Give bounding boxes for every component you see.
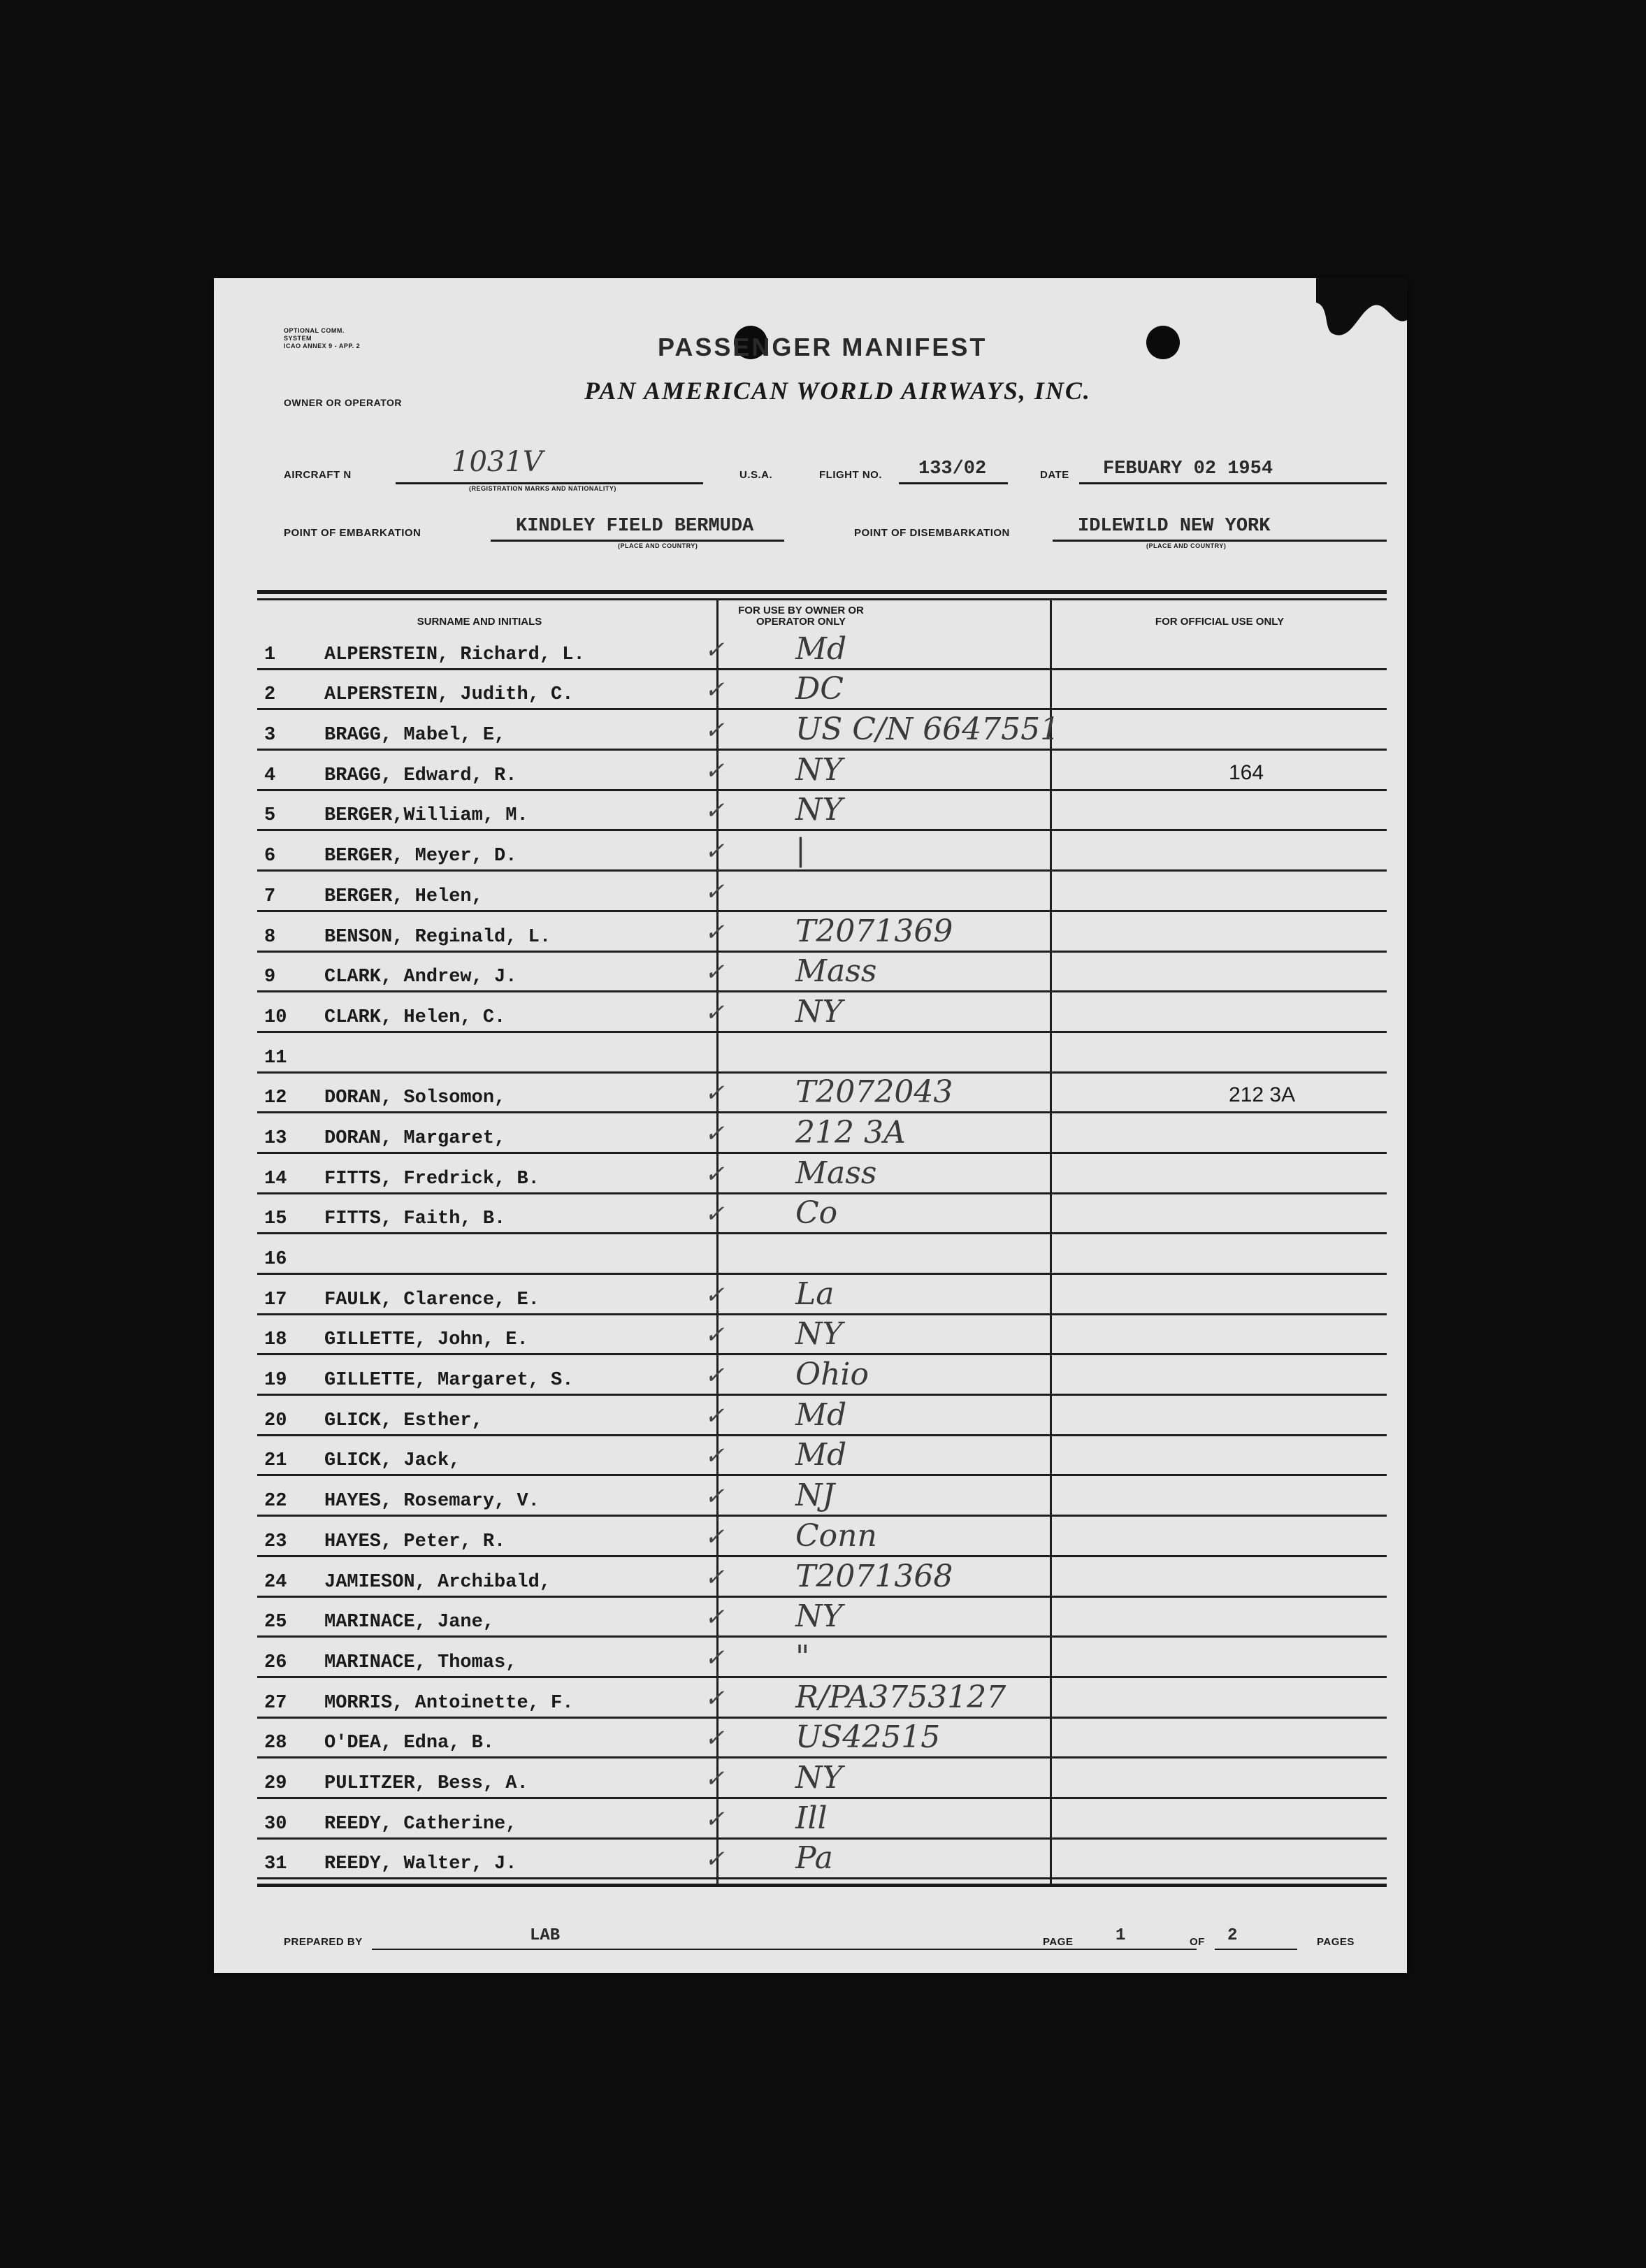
passenger-name: CLARK, Helen, C. bbox=[324, 1006, 506, 1028]
table-row bbox=[257, 1719, 1387, 1759]
check-mark-icon: ✓ bbox=[705, 1079, 725, 1108]
check-mark-icon: ✓ bbox=[705, 1119, 725, 1148]
owner-note: Ill bbox=[795, 1800, 828, 1836]
table-row bbox=[257, 1074, 1387, 1114]
row-number: 9 bbox=[264, 967, 276, 988]
passenger-name: GLICK, Jack, bbox=[324, 1450, 461, 1472]
passenger-table bbox=[257, 630, 1387, 1879]
check-mark-icon: ✓ bbox=[705, 1563, 725, 1591]
owner-note: NY bbox=[795, 1316, 843, 1352]
row-number: 12 bbox=[264, 1088, 287, 1109]
row-number: 2 bbox=[264, 684, 276, 706]
row-number: 26 bbox=[264, 1652, 287, 1673]
check-mark-icon: ✓ bbox=[705, 1522, 725, 1551]
page-title: PASSENGER MANIFEST bbox=[658, 333, 988, 361]
check-mark-icon: ✓ bbox=[705, 1321, 725, 1350]
flight-value: 133/02 bbox=[918, 458, 987, 479]
disembark-sub: (PLACE AND COUNTRY) bbox=[1146, 542, 1227, 549]
check-mark-icon: ✓ bbox=[705, 1603, 725, 1632]
owner-note: T2072043 bbox=[795, 1074, 953, 1111]
passenger-name: BENSON, Reginald, L. bbox=[324, 926, 551, 948]
row-number: 28 bbox=[264, 1733, 287, 1754]
owner-note: | bbox=[795, 832, 806, 869]
row-number: 11 bbox=[264, 1047, 287, 1069]
owner-note: NY bbox=[795, 1759, 843, 1796]
owner-note: La bbox=[795, 1276, 835, 1312]
table-row bbox=[257, 791, 1387, 832]
passenger-name: REEDY, Walter, J. bbox=[324, 1854, 517, 1875]
check-mark-icon: ✓ bbox=[705, 756, 725, 785]
page-value: 1 bbox=[1116, 1926, 1126, 1945]
table-row bbox=[257, 992, 1387, 1033]
owner-note: 212 3A bbox=[795, 1114, 906, 1150]
passenger-name: MARINACE, Thomas, bbox=[324, 1652, 517, 1673]
punch-hole bbox=[1146, 326, 1180, 359]
owner-note: Md bbox=[795, 1437, 847, 1473]
passenger-name: BERGER, Meyer, D. bbox=[324, 846, 517, 867]
passenger-name: ALPERSTEIN, Richard, L. bbox=[324, 644, 585, 665]
official-note: 164 bbox=[1229, 760, 1264, 784]
owner-note: T2071368 bbox=[795, 1558, 953, 1594]
table-row bbox=[257, 1799, 1387, 1840]
row-number: 7 bbox=[264, 886, 276, 907]
page-label: PAGE bbox=[1043, 1936, 1074, 1948]
table-row bbox=[257, 1557, 1387, 1598]
check-mark-icon: ✓ bbox=[705, 635, 725, 664]
passenger-name: JAMIESON, Archibald, bbox=[324, 1571, 551, 1593]
row-number: 16 bbox=[264, 1249, 287, 1270]
row-number: 1 bbox=[264, 644, 276, 665]
owner-note: US42515 bbox=[795, 1719, 941, 1756]
embark-label: POINT OF EMBARKATION bbox=[284, 527, 421, 539]
owner-note: Mass bbox=[795, 953, 877, 990]
check-mark-icon: ✓ bbox=[705, 1724, 725, 1753]
check-mark-icon: ✓ bbox=[705, 918, 725, 946]
table-row bbox=[257, 751, 1387, 791]
aircraft-label: AIRCRAFT N bbox=[284, 469, 352, 481]
owner-note: NY bbox=[795, 792, 843, 828]
prepared-value: LAB bbox=[530, 1926, 561, 1945]
check-mark-icon: ✓ bbox=[705, 1805, 725, 1833]
table-row bbox=[257, 872, 1387, 912]
owner-note: NY bbox=[795, 1598, 843, 1635]
table-row bbox=[257, 912, 1387, 953]
form-reference: OPTIONAL COMM. SYSTEM ICAO ANNEX 9 - APP. 2 bbox=[284, 327, 361, 349]
torn-corner bbox=[1267, 278, 1407, 355]
date-label: DATE bbox=[1040, 469, 1069, 481]
disembark-value: IDLEWILD NEW YORK bbox=[1078, 516, 1271, 537]
check-mark-icon: ✓ bbox=[705, 716, 725, 745]
passenger-name: FITTS, Fredrick, B. bbox=[324, 1168, 540, 1190]
embark-value: KINDLEY FIELD BERMUDA bbox=[516, 516, 754, 537]
row-number: 3 bbox=[264, 725, 276, 746]
row-number: 29 bbox=[264, 1772, 287, 1794]
check-mark-icon: ✓ bbox=[705, 1482, 725, 1511]
row-number: 23 bbox=[264, 1531, 287, 1552]
owner-note: NY bbox=[795, 993, 843, 1030]
owner-note: Md bbox=[795, 630, 847, 667]
row-number: 27 bbox=[264, 1692, 287, 1714]
table-row bbox=[257, 1033, 1387, 1074]
official-note: 212 3A bbox=[1229, 1083, 1296, 1107]
owner-note: Md bbox=[795, 1396, 847, 1433]
table-row bbox=[257, 1113, 1387, 1154]
passenger-name: HAYES, Rosemary, V. bbox=[324, 1491, 540, 1512]
aircraft-sub: (REGISTRATION MARKS AND NATIONALITY) bbox=[469, 485, 616, 492]
table-row bbox=[257, 953, 1387, 993]
table-row bbox=[257, 630, 1387, 670]
passenger-name: O'DEA, Edna, B. bbox=[324, 1733, 495, 1754]
table-row bbox=[257, 1355, 1387, 1396]
col-owner-use: FOR USE BY OWNER OR OPERATOR ONLY bbox=[738, 605, 864, 628]
owner-note: Co bbox=[795, 1195, 838, 1231]
passenger-name: GILLETTE, Margaret, S. bbox=[324, 1370, 574, 1392]
row-number: 17 bbox=[264, 1289, 287, 1310]
disembark-label: POINT OF DISEMBARKATION bbox=[854, 527, 1010, 539]
table-row bbox=[257, 1315, 1387, 1356]
passenger-name: BRAGG, Edward, R. bbox=[324, 765, 517, 786]
owner-note: Mass bbox=[795, 1155, 877, 1191]
check-mark-icon: ✓ bbox=[705, 958, 725, 987]
table-row bbox=[257, 1517, 1387, 1557]
date-value: FEBUARY 02 1954 bbox=[1103, 458, 1273, 479]
owner-note: NY bbox=[795, 751, 843, 788]
owner-note: NJ bbox=[795, 1478, 835, 1514]
check-mark-icon: ✓ bbox=[705, 1442, 725, 1471]
passenger-name: DORAN, Margaret, bbox=[324, 1127, 506, 1149]
row-number: 5 bbox=[264, 805, 276, 827]
passenger-name: CLARK, Andrew, J. bbox=[324, 967, 517, 988]
owner-note: Conn bbox=[795, 1517, 877, 1554]
passenger-name: FITTS, Faith, B. bbox=[324, 1208, 506, 1230]
table-row bbox=[257, 1234, 1387, 1275]
row-number: 24 bbox=[264, 1571, 287, 1593]
pages-label: PAGES bbox=[1317, 1936, 1355, 1948]
passenger-name: GLICK, Esther, bbox=[324, 1410, 483, 1431]
owner-note: " bbox=[795, 1638, 810, 1675]
aircraft-value: 1031V bbox=[452, 446, 543, 478]
table-row bbox=[257, 1638, 1387, 1678]
check-mark-icon: ✓ bbox=[705, 1643, 725, 1672]
airline-name: PAN AMERICAN WORLD AIRWAYS, INC. bbox=[584, 377, 1091, 405]
row-number: 8 bbox=[264, 926, 276, 948]
row-number: 14 bbox=[264, 1168, 287, 1190]
passenger-name: HAYES, Peter, R. bbox=[324, 1531, 506, 1552]
owner-note: Pa bbox=[795, 1840, 833, 1877]
flight-label: FLIGHT NO. bbox=[819, 469, 882, 481]
embark-sub: (PLACE AND COUNTRY) bbox=[618, 542, 698, 549]
passenger-name: MORRIS, Antoinette, F. bbox=[324, 1692, 574, 1714]
check-mark-icon: ✓ bbox=[705, 797, 725, 825]
table-row bbox=[257, 1194, 1387, 1235]
check-mark-icon: ✓ bbox=[705, 837, 725, 866]
row-number: 22 bbox=[264, 1491, 287, 1512]
check-mark-icon: ✓ bbox=[705, 1160, 725, 1188]
row-number: 18 bbox=[264, 1329, 287, 1351]
row-number: 20 bbox=[264, 1410, 287, 1431]
table-row bbox=[257, 1275, 1387, 1315]
table-row bbox=[257, 831, 1387, 872]
table-row bbox=[257, 1436, 1387, 1477]
owner-note: Ohio bbox=[795, 1357, 869, 1393]
owner-label: OWNER OR OPERATOR bbox=[284, 397, 402, 408]
check-mark-icon: ✓ bbox=[705, 998, 725, 1027]
check-mark-icon: ✓ bbox=[705, 1764, 725, 1793]
passenger-name: FAULK, Clarence, E. bbox=[324, 1289, 540, 1310]
row-number: 25 bbox=[264, 1612, 287, 1633]
table-row bbox=[257, 1678, 1387, 1719]
usa-label: U.S.A. bbox=[739, 469, 773, 481]
col-official: FOR OFFICIAL USE ONLY bbox=[1155, 616, 1285, 628]
table-row bbox=[257, 670, 1387, 711]
passenger-name: ALPERSTEIN, Judith, C. bbox=[324, 684, 574, 706]
table-row bbox=[257, 1154, 1387, 1194]
check-mark-icon: ✓ bbox=[705, 1684, 725, 1712]
passenger-name: BERGER,William, M. bbox=[324, 805, 528, 827]
row-number: 30 bbox=[264, 1813, 287, 1835]
check-mark-icon: ✓ bbox=[705, 1280, 725, 1309]
table-row bbox=[257, 1396, 1387, 1436]
table-row bbox=[257, 1476, 1387, 1517]
row-number: 21 bbox=[264, 1450, 287, 1472]
passenger-name: MARINACE, Jane, bbox=[324, 1612, 495, 1633]
passenger-name: REEDY, Catherine, bbox=[324, 1813, 517, 1835]
row-number: 10 bbox=[264, 1006, 287, 1028]
manifest-page bbox=[214, 278, 1407, 1973]
passenger-name: BRAGG, Mabel, E, bbox=[324, 725, 506, 746]
passenger-name: GILLETTE, John, E. bbox=[324, 1329, 528, 1351]
of-label: OF bbox=[1190, 1936, 1205, 1948]
passenger-name: PULITZER, Bess, A. bbox=[324, 1772, 528, 1794]
col-surname: SURNAME AND INITIALS bbox=[417, 616, 542, 628]
check-mark-icon: ✓ bbox=[705, 1401, 725, 1430]
table-row bbox=[257, 1840, 1387, 1880]
owner-note: DC bbox=[795, 671, 844, 707]
row-number: 13 bbox=[264, 1127, 287, 1149]
row-number: 19 bbox=[264, 1370, 287, 1392]
of-value: 2 bbox=[1227, 1926, 1238, 1945]
prepared-label: PREPARED BY bbox=[284, 1936, 363, 1948]
owner-note: US C/N 6647551 bbox=[795, 712, 1060, 748]
check-mark-icon: ✓ bbox=[705, 1361, 725, 1390]
check-mark-icon: ✓ bbox=[705, 1200, 725, 1229]
table-row bbox=[257, 1598, 1387, 1638]
check-mark-icon: ✓ bbox=[705, 676, 725, 705]
row-number: 31 bbox=[264, 1854, 287, 1875]
check-mark-icon: ✓ bbox=[705, 1845, 725, 1874]
table-row bbox=[257, 710, 1387, 751]
owner-note: T2071369 bbox=[795, 913, 953, 949]
row-number: 15 bbox=[264, 1208, 287, 1230]
passenger-name: DORAN, Solsomon, bbox=[324, 1088, 506, 1109]
check-mark-icon: ✓ bbox=[705, 877, 725, 906]
row-number: 4 bbox=[264, 765, 276, 786]
passenger-name: BERGER, Helen, bbox=[324, 886, 483, 907]
table-row bbox=[257, 1758, 1387, 1799]
row-number: 6 bbox=[264, 846, 276, 867]
owner-note: R/PA3753127 bbox=[795, 1679, 1006, 1715]
